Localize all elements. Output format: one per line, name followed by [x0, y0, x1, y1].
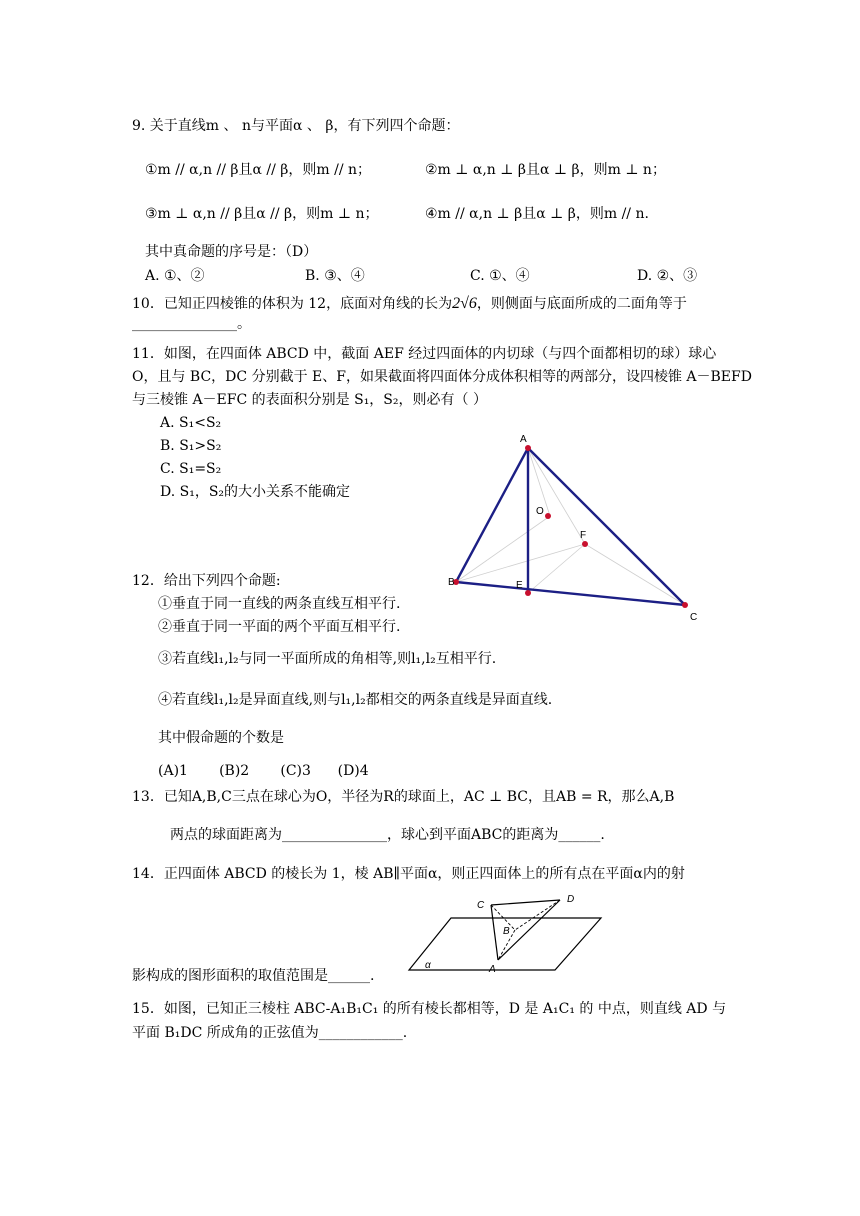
q11-option-a: A. S₁<S₂	[160, 415, 222, 431]
q9-proposition-2: ②m ⊥ α,n ⊥ β且α ⊥ β，则m ⊥ n；	[425, 162, 666, 178]
q11-option-d: D. S₁，S₂的大小关系不能确定	[160, 484, 351, 500]
edge-ca	[491, 905, 498, 960]
point-c	[682, 602, 688, 608]
edge-bc	[456, 582, 685, 605]
edge-cd	[491, 900, 560, 905]
q9-option-d: D. ②、③	[637, 268, 698, 284]
q14-line2: 影构成的图形面积的取值范围是______.	[132, 968, 375, 984]
q12-options: (A)1 (B)2 (C)3 (D)4	[158, 763, 369, 779]
q9-option-b: B. ③、④	[305, 268, 365, 284]
q10-text-a: 10．已知正四棱锥的体积为 12，底面对角线的长为	[132, 296, 453, 312]
edge-bo-faint	[456, 516, 550, 582]
edge-ab	[456, 448, 528, 582]
edge-ef-faint	[528, 544, 585, 593]
edge-db	[515, 900, 560, 930]
point-e	[525, 590, 531, 596]
q10-text-b: ，则侧面与底面所成的二面角等于	[476, 296, 687, 312]
q12-stem: 12．给出下列四个命题:	[132, 573, 281, 589]
q9-proposition-4: ④m // α,n ⊥ β且α ⊥ β，则m // n.	[425, 206, 649, 222]
edge-bf-faint	[456, 544, 585, 582]
label-alpha: α	[425, 960, 431, 971]
q10-math: 2√6	[452, 295, 477, 312]
label-b: B	[448, 577, 455, 588]
q9-option-c: C. ①、④	[470, 268, 530, 284]
q9-option-a: A. ①、②	[145, 268, 205, 284]
label-b: B	[503, 926, 510, 937]
q10-line1	[132, 294, 687, 313]
edge-ac	[528, 448, 685, 605]
label-e: E	[516, 580, 523, 591]
q12-proposition-1: ①垂直于同一直线的两条直线互相平行.	[158, 596, 401, 612]
q13-line2: 两点的球面距离为_______________，球心到平面ABC的距离为______.	[170, 827, 605, 843]
q12-proposition-4: ④若直线l₁,l₂是异面直线,则与l₁,l₂都相交的两条直线是异面直线.	[158, 692, 553, 708]
q15-line2: 平面 B₁DC 所成角的正弦值为____________.	[132, 1025, 408, 1041]
q9-answer: 其中真命题的序号是：（D）	[145, 244, 318, 260]
q14-plane-figure	[405, 890, 605, 980]
q12-ask: 其中假命题的个数是	[158, 730, 284, 746]
point-o	[545, 513, 551, 519]
label-o: O	[536, 506, 544, 517]
q9-proposition-3: ③m ⊥ α,n // β且α // β，则m ⊥ n；	[145, 206, 379, 222]
q11-option-c: C. S₁=S₂	[160, 461, 222, 477]
q14-line1: 14．正四面体 ABCD 的棱长为 1，棱 AB∥平面α，则正四面体上的所有点在平面α内的射	[132, 866, 685, 882]
q15-line1: 15．如图，已知正三棱柱 ABC-A₁B₁C₁ 的所有棱长都相等，D 是 A₁C₁ 的 中点，则直线 AD 与	[132, 1001, 727, 1017]
q9-stem: 9. 关于直线m 、 n与平面α 、 β，有下列四个命题：	[132, 118, 460, 134]
label-d: D	[567, 894, 575, 905]
label-a: A	[520, 434, 527, 445]
q13-line1: 13．已知A,B,C三点在球心为O，半径为R的球面上，AC ⊥ BC，且AB = R，那么A,B	[132, 789, 675, 805]
q11-option-b: B. S₁>S₂	[160, 438, 222, 454]
q11-line1: 11．如图，在四面体 ABCD 中，截面 AEF 经过四面体的内切球（与四个面都相切的球）球心	[132, 346, 717, 362]
q11-tetrahedron-figure	[440, 430, 720, 630]
q11-line2: O，且与 BC，DC 分别截于 E、F，如果截面将四面体分成体积相等的两部分，设四棱锥 A－BEFD	[132, 369, 752, 385]
q9-proposition-1: ①m // α,n // β且α // β，则m // n；	[145, 162, 372, 178]
label-f: F	[580, 530, 587, 541]
q12-proposition-3: ③若直线l₁,l₂与同一平面所成的角相等,则l₁,l₂互相平行.	[158, 651, 497, 667]
q11-line3: 与三棱锥 A－EFC 的表面积分别是 S₁，S₂，则必有（ ）	[132, 392, 487, 408]
label-a: A	[489, 964, 496, 975]
q12-proposition-2: ②垂直于同一平面的两个平面互相平行.	[158, 619, 401, 635]
label-c: C	[690, 612, 698, 623]
q10-blank: _______________。	[132, 316, 251, 332]
label-c: C	[477, 900, 485, 911]
point-f	[582, 541, 588, 547]
point-a	[525, 445, 531, 451]
